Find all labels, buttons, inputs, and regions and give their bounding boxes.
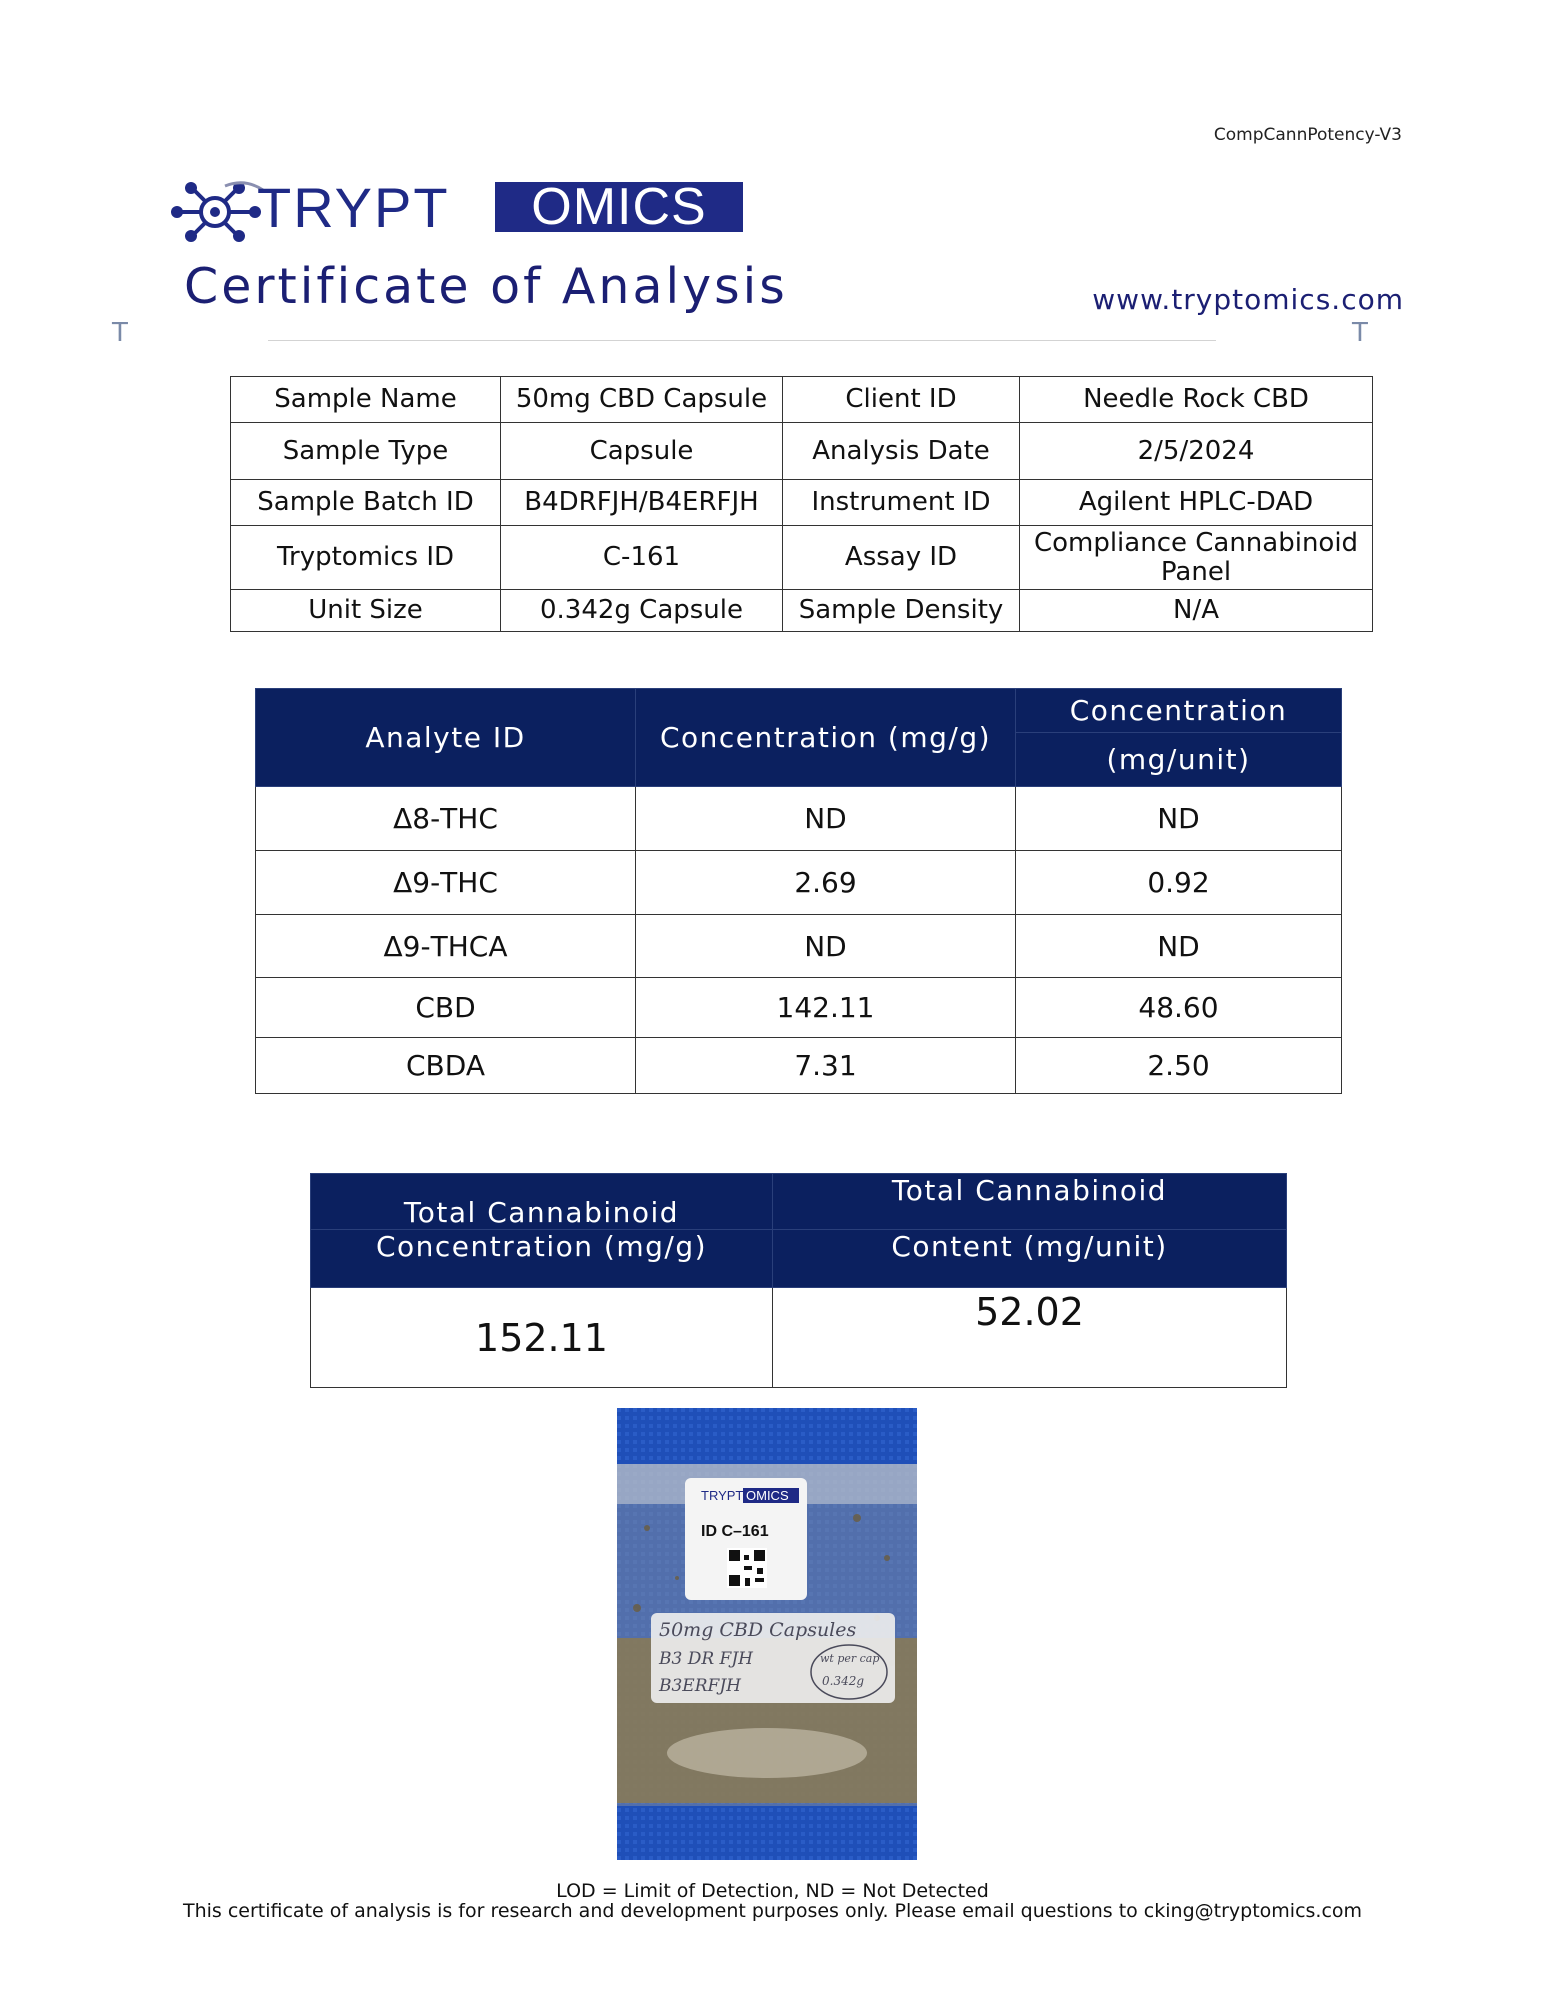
total-content-value: 52.02 (773, 1288, 1287, 1388)
label-logo-omics: OMICS (746, 1488, 789, 1503)
footer-disclaimer: This certificate of analysis is for research and development purposes only. Please email questions to cking@tryptomics.com (182, 1900, 1363, 1922)
molecule-icon (165, 180, 265, 242)
column-header: Total Cannabinoid (311, 1174, 773, 1230)
handwriting-line: B3ERFJH (659, 1676, 741, 1696)
concentration-mg-g: 2.69 (636, 851, 1016, 915)
concentration-mg-g: 7.31 (636, 1038, 1016, 1094)
info-label: Analysis Date (783, 423, 1020, 480)
info-value: Agilent HPLC-DAD (1020, 480, 1373, 526)
analyte-name: Δ9-THC (256, 851, 636, 915)
total-concentration-value: 152.11 (311, 1288, 773, 1388)
analyte-table (255, 688, 1342, 1094)
analyte-name: Δ8-THC (256, 787, 636, 851)
table-header-row (256, 689, 1342, 733)
concentration-mg-unit: ND (1016, 915, 1342, 978)
info-value: N/A (1020, 590, 1373, 632)
edge-mark-right: T (1352, 318, 1368, 348)
info-label: Sample Density (783, 590, 1020, 632)
sample-bag-photo (617, 1408, 917, 1860)
info-value: 50mg CBD Capsule (501, 377, 783, 423)
handwriting-line: B3 DR FJH (659, 1649, 753, 1669)
column-header: Content (mg/unit) (773, 1230, 1287, 1288)
info-value: 0.342g Capsule (501, 590, 783, 632)
column-header: Total Cannabinoid (773, 1174, 1287, 1230)
column-header: Concentration (1016, 689, 1342, 733)
analyte-name: CBD (256, 978, 636, 1038)
table-row (231, 590, 1373, 632)
column-header: (mg/unit) (1016, 733, 1342, 787)
table-row (311, 1288, 1287, 1388)
handwriting-note: 0.342g (822, 1674, 865, 1688)
table-header-row (311, 1230, 1287, 1288)
info-value: C-161 (501, 526, 783, 590)
sample-info-table (230, 376, 1373, 632)
info-label: Sample Type (231, 423, 501, 480)
edge-mark-left: T (112, 318, 128, 348)
column-header: Concentration (mg/g) (636, 689, 1016, 787)
table-row (231, 377, 1373, 423)
info-value: Compliance Cannabinoid Panel (1020, 526, 1373, 590)
footer-legend: LOD = Limit of Detection, ND = Not Detected (556, 1880, 989, 1902)
info-value: Needle Rock CBD (1020, 377, 1373, 423)
concentration-mg-unit: 48.60 (1016, 978, 1342, 1038)
logo-text-omics: OMICS (495, 182, 743, 232)
table-row (231, 423, 1373, 480)
info-label: Client ID (783, 377, 1020, 423)
table-row (256, 978, 1342, 1038)
table-row (256, 851, 1342, 915)
handwriting-line: 50mg CBD Capsules (659, 1619, 857, 1641)
info-label: Unit Size (231, 590, 501, 632)
info-label: Sample Batch ID (231, 480, 501, 526)
analyte-name: CBDA (256, 1038, 636, 1094)
table-row (256, 787, 1342, 851)
concentration-mg-g: ND (636, 787, 1016, 851)
concentration-mg-unit: ND (1016, 787, 1342, 851)
table-row (256, 1038, 1342, 1094)
table-row (256, 915, 1342, 978)
page-title: Certificate of Analysis (184, 258, 788, 315)
column-header: Analyte ID (256, 689, 636, 787)
concentration-mg-unit: 0.92 (1016, 851, 1342, 915)
info-value: 2/5/2024 (1020, 423, 1373, 480)
info-label: Instrument ID (783, 480, 1020, 526)
analyte-name: Δ9-THCA (256, 915, 636, 978)
table-row (231, 526, 1373, 590)
document-code: CompCannPotency-V3 (1213, 125, 1402, 145)
label-logo-trypt: TRYPT (701, 1488, 744, 1503)
concentration-mg-g: ND (636, 915, 1016, 978)
qr-code-icon (727, 1548, 767, 1588)
totals-table (310, 1173, 1287, 1388)
concentration-mg-g: 142.11 (636, 978, 1016, 1038)
info-label: Tryptomics ID (231, 526, 501, 590)
handwriting-note: wt per cap (820, 1652, 880, 1665)
table-header-row (311, 1174, 1287, 1230)
table-row (231, 480, 1373, 526)
label-sample-id: ID C–161 (701, 1523, 769, 1540)
header-divider (268, 340, 1216, 341)
info-value: B4DRFJH/B4ERFJH (501, 480, 783, 526)
column-header: Concentration (mg/g) (311, 1230, 773, 1288)
website-link[interactable]: www.tryptomics.com (1092, 283, 1404, 316)
tryptomics-logo (165, 176, 745, 242)
concentration-mg-unit: 2.50 (1016, 1038, 1342, 1094)
info-value: Capsule (501, 423, 783, 480)
info-label: Assay ID (783, 526, 1020, 590)
info-label: Sample Name (231, 377, 501, 423)
logo-text-trypt: TRYPT (257, 176, 450, 239)
